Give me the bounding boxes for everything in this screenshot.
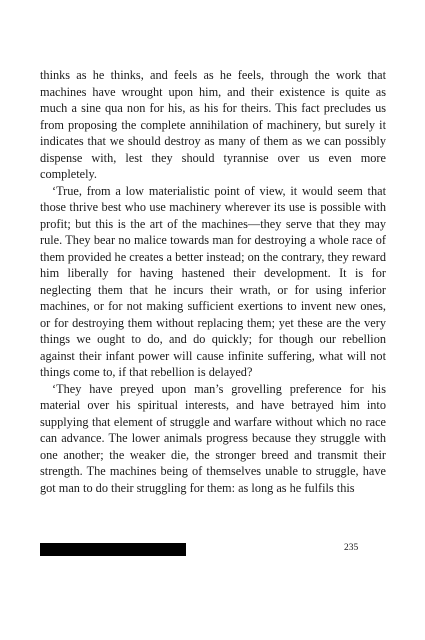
body-text (40, 67, 386, 496)
paragraph-continued: thinks as he thinks, and feels as he feels, through the work that machines have wrought upon him, and their existence is quite as much a sine qua non for his, as his for theirs. This fact precludes us from proposing the complete annihilation of machinery, but surely it indicates that we should destroy as many of them as we can possibly dispense with, lest they should tyrannise over us even more completely. (40, 68, 386, 181)
paragraph: ‘They have preyed upon man’s grovelling preference for his material over his spiritual interests, and have betrayed him into supplying that element of struggle and warfare without which no race can advance. The lower animals progress because they struggle with one another; the weaker die, the stronger breed and transmit their strength. The machines being of themselves unable to struggle, have got man to do their struggling for them: as long as he fulfils this (40, 381, 386, 495)
page-number: 235 (344, 543, 359, 553)
paragraph: ‘True, from a low materialistic point of view, it would seem that those thrive best who use machinery wherever its use is possible with profit; but this is the art of the machines—they serve that they may rule. They bear no malice towards man for destroying a whole race of them provided he creates a better instead; on the contrary, they reward him liberally for having hastened their development. It is for neglecting them that he incurs their wrath, or for using inferior machines, or for not making sufficient exertions to invent new ones, or for destroying them without replacing them; yet these are the very things we ought to do, and do quickly; for though our rebellion against their infant power will cause infinite suffering, what will not things come to, if that rebellion is delayed? (40, 183, 386, 379)
redaction-bar (40, 543, 186, 556)
